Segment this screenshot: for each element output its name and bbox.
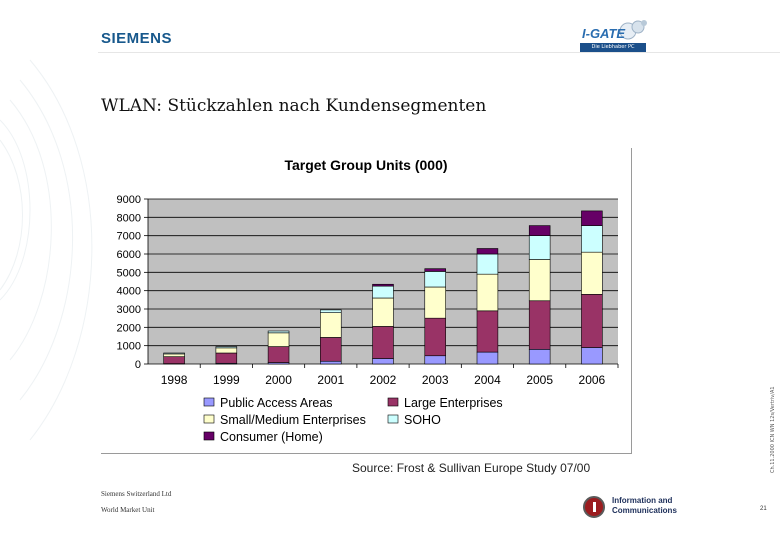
bar-segment-2003-0	[425, 356, 446, 364]
x-tick-label: 2006	[578, 373, 606, 387]
x-tick-label: 1998	[160, 373, 188, 387]
siemens-logo: SIEMENS	[101, 30, 173, 47]
footer-unit: World Market Unit	[101, 506, 155, 514]
legend-swatch-4	[204, 432, 214, 440]
bar-segment-2003-2	[425, 287, 446, 318]
bar-segment-2005-1	[529, 301, 550, 350]
bar-segment-2006-4	[581, 211, 602, 226]
chart-title: Target Group Units (000)	[284, 157, 448, 173]
y-tick-label: 0	[134, 359, 141, 371]
bar-segment-1999-2	[216, 348, 237, 353]
legend-swatch-0	[204, 398, 214, 406]
legend-label-0: Public Access Areas	[220, 396, 333, 410]
bar-segment-2001-3	[320, 310, 341, 313]
bar-segment-2006-3	[581, 226, 602, 253]
y-tick-label: 5000	[116, 267, 141, 280]
bar-segment-2002-4	[373, 284, 394, 286]
bar-segment-2003-3	[425, 271, 446, 287]
bar-segment-2002-2	[373, 298, 394, 326]
y-tick-label: 1000	[116, 340, 141, 353]
bar-segment-2001-2	[320, 313, 341, 338]
x-tick-label: 1999	[212, 373, 240, 387]
chart-frame	[101, 148, 632, 454]
legend-swatch-1	[388, 398, 398, 406]
bar-segment-2006-0	[581, 348, 602, 365]
legend-label-4: Consumer (Home)	[220, 430, 323, 444]
legend-label-2: Small/Medium Enterprises	[220, 413, 366, 427]
footer-company: Siemens Switzerland Ltd	[101, 490, 172, 498]
bar-segment-2006-2	[581, 252, 602, 294]
x-tick-label: 2000	[265, 373, 292, 387]
legend-label-1: Large Enterprises	[404, 396, 503, 410]
bar-segment-2000-2	[268, 333, 289, 347]
bar-segment-2005-4	[529, 226, 550, 236]
y-tick-label: 6000	[116, 249, 141, 261]
x-tick-label: 2004	[474, 373, 501, 387]
igate-logo-tagline: Die Liebhaber PC Netzwerk	[580, 43, 646, 52]
igate-logo	[580, 18, 650, 59]
bar-segment-1998-1	[164, 357, 185, 364]
x-tick-label: 2003	[421, 373, 449, 387]
bar-segment-1999-1	[216, 353, 237, 363]
bar-segment-2004-4	[477, 249, 498, 255]
x-tick-label: 2001	[317, 373, 345, 387]
source-note: Source: Frost & Sullivan Europe Study 07/00	[352, 461, 591, 475]
y-tick-label: 4000	[116, 285, 141, 298]
bar-segment-1998-3	[164, 353, 185, 354]
bar-segment-2004-1	[477, 311, 498, 352]
igate-logo-name: I-GATE	[582, 26, 626, 41]
bar-segment-2005-0	[529, 349, 550, 364]
page-title: WLAN: Stückzahlen nach Kundensegmenten	[101, 96, 487, 116]
bar-segment-1999-3	[216, 347, 237, 348]
bar-segment-2004-2	[477, 274, 498, 311]
bar-segment-2004-3	[477, 254, 498, 274]
bar-segment-2006-1	[581, 294, 602, 347]
legend-label-3: SOHO	[404, 413, 441, 427]
information-communications-logo	[583, 494, 703, 520]
bar-segment-2005-2	[529, 260, 550, 301]
page-number: 21	[760, 506, 767, 512]
y-tick-label: 7000	[116, 230, 141, 243]
header-divider	[98, 52, 780, 53]
bar-segment-1998-2	[164, 354, 185, 357]
bar-segment-2003-4	[425, 269, 446, 272]
bar-segment-2005-3	[529, 236, 550, 260]
side-code	[763, 386, 776, 476]
x-tick-label: 2005	[526, 373, 554, 387]
bar-segment-2001-0	[320, 361, 341, 364]
bar-segment-2004-0	[477, 352, 498, 364]
ic-logo-line1: Information and	[612, 496, 673, 505]
y-tick-label: 3000	[116, 304, 141, 316]
legend-swatch-2	[204, 415, 214, 423]
ic-logo-line2: Communications	[612, 506, 677, 515]
x-tick-label: 2002	[369, 373, 397, 387]
bar-segment-2000-1	[268, 347, 289, 363]
stacked-bar-chart	[101, 148, 631, 453]
ic-logo-text	[612, 496, 677, 516]
y-tick-label: 2000	[116, 322, 141, 335]
y-tick-label: 8000	[116, 212, 141, 225]
bar-segment-2000-3	[268, 331, 289, 333]
ic-logo-icon	[583, 496, 605, 518]
bar-segment-2002-1	[373, 326, 394, 358]
bar-segment-2002-3	[373, 286, 394, 298]
bar-segment-2001-1	[320, 337, 341, 361]
y-tick-label: 9000	[116, 194, 141, 206]
legend-swatch-3	[388, 415, 398, 423]
bar-segment-2003-1	[425, 318, 446, 356]
side-code-text: Ch.11.2000 ICN WN 12s/Vertriv/A1	[770, 386, 776, 473]
bar-segment-2002-0	[373, 359, 394, 365]
